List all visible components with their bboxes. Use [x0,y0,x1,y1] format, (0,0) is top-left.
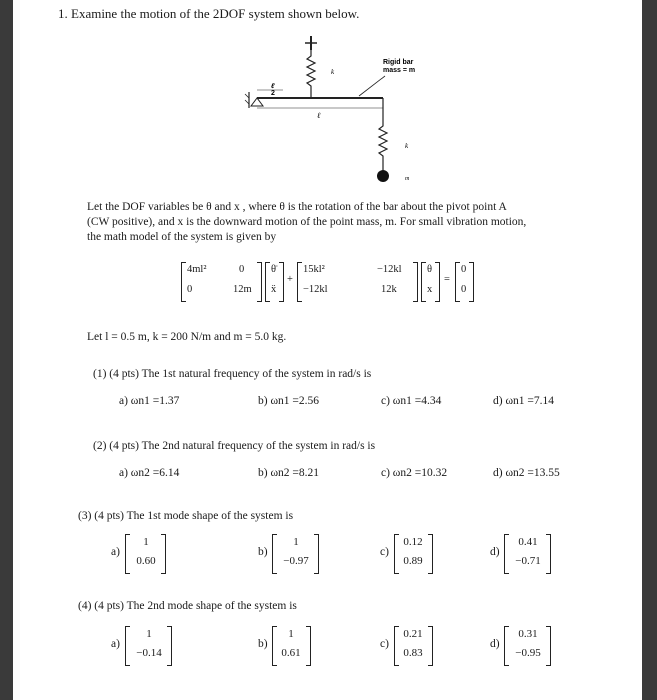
intro-line-2: (CW positive), and x is the downward motion of the point mass, m. For small vibration motion, [87,216,527,228]
svg-text:ℓ: ℓ [317,111,321,120]
disp-x: x [427,284,433,295]
stiff-a22: 12k [381,284,397,295]
svg-text:2: 2 [271,90,275,97]
stiff-a11: 15kl² [303,264,325,275]
q2-label: (2) (4 pts) The 2nd natural frequency of the system in rad/s is [93,440,376,452]
mass-a21: 0 [187,284,193,295]
svg-text:mass = m: mass = m [383,67,416,74]
q1-choice-c[interactable]: c) ωn1 =4.34 [381,395,442,407]
svg-text:ℓ: ℓ [271,83,275,90]
acc-x: ẍ [271,284,277,295]
upper-spring [307,50,315,98]
q4-choices [13,626,642,670]
q1-label: (1) (4 pts) The 1st natural frequency of the system in rad/s is [93,368,372,380]
q3-choice-b[interactable]: b) 1 −0.97 [258,534,338,574]
q4-choice-c[interactable]: c) 0.21 0.83 [380,626,450,666]
q4-choice-a[interactable]: a) 1 −0.14 [111,626,191,666]
q2-choice-c[interactable]: c) ωn2 =10.32 [381,467,448,479]
q2-choice-b[interactable]: b) ωn2 =8.21 [258,467,320,479]
matrix-equation: 4ml² 0 0 12m θ̈ ẍ + 15kl² −12kl −12kl 12k θ x = 0 0 [181,262,481,302]
lower-spring [379,98,387,170]
mass-a22: 12m [233,284,252,295]
q3-label: (3) (4 pts) The 1st mode shape of the system is [78,510,294,522]
q1-choice-a[interactable]: a) ωn1 =1.37 [119,395,180,407]
document-page [13,0,642,700]
intro-line-1: Let the DOF variables be θ and x , where θ is the rotation of the bar about the pivot point A [87,201,507,213]
q2-choice-a[interactable]: a) ωn2 =6.14 [119,467,180,479]
stiff-a12: −12kl [377,264,402,275]
system-figure [233,30,453,190]
q4-choice-d[interactable]: d) 0.31 −0.95 [490,626,570,666]
intro-line-3: the math model of the system is given by [87,231,277,243]
disp-theta: θ [427,264,433,275]
mass-a11: 4ml² [187,264,207,275]
point-mass [377,170,389,182]
problem-title: 1. Examine the motion of the 2DOF system shown below. [58,6,360,21]
svg-text:m: m [405,176,410,182]
q3-choice-d[interactable]: d) 0.41 −0.71 [490,534,570,574]
stiff-a21: −12kl [303,284,328,295]
zero-1: 0 [461,264,467,275]
q2-choice-d[interactable]: d) ωn2 =13.55 [493,467,560,479]
mass-a12: 0 [239,264,245,275]
svg-text:k: k [331,68,335,76]
q1-choice-b[interactable]: b) ωn1 =2.56 [258,395,320,407]
q3-choices [13,534,642,578]
svg-text:Rigid bar: Rigid bar [383,59,414,66]
svg-text:k: k [405,142,409,150]
q4-choice-b[interactable]: b) 1 0.61 [258,626,328,666]
q3-choice-a[interactable]: a) 1 0.60 [111,534,181,574]
q3-choice-c[interactable]: c) 0.12 0.89 [380,534,450,574]
q4-label: (4) (4 pts) The 2nd mode shape of the system is [78,600,297,612]
q1-choice-d[interactable]: d) ωn1 =7.14 [493,395,555,407]
acc-theta: θ̈ [271,264,277,275]
given-values: Let l = 0.5 m, k = 200 N/m and m = 5.0 kg. [87,331,287,343]
zero-2: 0 [461,284,467,295]
